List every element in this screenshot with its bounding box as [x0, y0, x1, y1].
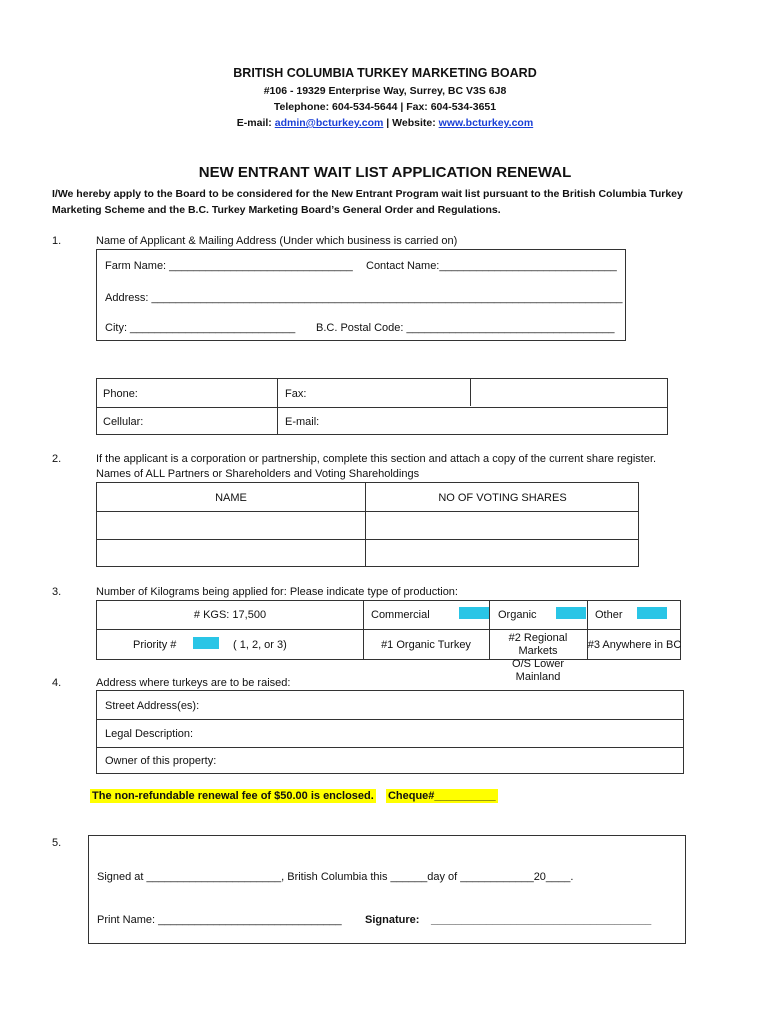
section-4-heading: Address where turkeys are to be raised:	[96, 677, 291, 689]
section-5-number: 5.	[52, 837, 62, 849]
fee-text: The non-refundable renewal fee of $50.00 is enclosed.	[92, 790, 374, 802]
cellular-field[interactable]: Cellular:	[103, 416, 144, 428]
cheque-field[interactable]: Cheque#__________	[387, 790, 496, 802]
contact-table	[96, 378, 668, 435]
org-name: BRITISH COLUMBIA TURKEY MARKETING BOARD	[233, 66, 537, 80]
priority-option-3: #3 Anywhere in BC	[587, 639, 682, 651]
section-2-number: 2.	[52, 453, 62, 465]
commercial-option[interactable]	[371, 609, 430, 621]
fee-notice	[90, 790, 498, 802]
contact-name-field[interactable]: Contact Name:_____________________________	[366, 260, 617, 272]
intro-text: I/We hereby apply to the Board to be considered for the New Entrant Program wait list pursuant to the British Columbia Turkey Marketing Scheme and the B.C. Turkey Marketing Board’s General Order and Regulations.	[52, 188, 683, 216]
farm-name-field[interactable]: Farm Name: ______________________________	[105, 260, 353, 272]
email-link[interactable]: admin@bcturkey.com	[274, 117, 384, 129]
phone-field[interactable]: Phone:	[103, 388, 138, 400]
org-phone: Telephone: 604-534-5644 | Fax: 604-534-3651	[273, 101, 497, 113]
priority-option-1: #1 Organic Turkey	[381, 639, 471, 651]
email-field[interactable]: E-mail:	[285, 416, 320, 428]
signature-field[interactable]: ____________________________________	[431, 914, 652, 926]
section-3-number: 3.	[52, 586, 62, 598]
print-name-field[interactable]: Print Name: ______________________________	[97, 914, 342, 926]
website-label: | Website:	[383, 117, 439, 129]
postal-code-field[interactable]: B.C. Postal Code: __________________________________	[316, 322, 615, 334]
org-address: #106 - 19329 Enterprise Way, Surrey, BC V3S 6J8	[263, 85, 507, 97]
signed-at-line[interactable]: Signed at ______________________, British Columbia this ______day of ____________20____.	[97, 871, 574, 883]
section-1-heading: Name of Applicant & Mailing Address (Under which business is carried on)	[96, 235, 458, 247]
org-contact-line	[0, 117, 770, 129]
form-title: NEW ENTRANT WAIT LIST APPLICATION RENEWAL	[198, 164, 572, 181]
priority-option-2	[489, 632, 587, 684]
section-1-number: 1.	[52, 235, 62, 247]
organic-checkbox[interactable]	[556, 607, 586, 619]
commercial-checkbox[interactable]	[459, 607, 489, 619]
priority-option-2-line2: O/S Lower Mainland	[512, 658, 564, 683]
priority-label: Priority #	[133, 639, 177, 651]
priority-option-2-line1: #2 Regional Markets	[508, 632, 568, 657]
website-link[interactable]: www.bcturkey.com	[438, 117, 534, 129]
kgs-value: # KGS: 17,500	[193, 609, 267, 621]
signature-box	[88, 835, 686, 944]
priority-range: ( 1, 2, or 3)	[233, 639, 287, 651]
section-2-text: If the applicant is a corporation or partnership, complete this section and attach a copy of the current share register.	[96, 453, 657, 465]
other-label: Other	[595, 609, 623, 621]
section-3-heading: Number of Kilograms being applied for: Please indicate type of production:	[96, 586, 458, 598]
city-field[interactable]: City: ___________________________	[105, 322, 296, 334]
applicant-address-box	[96, 249, 626, 341]
section-2-subtext: Names of ALL Partners or Shareholders and Voting Shareholdings	[96, 468, 420, 480]
address-field[interactable]: Address: _____________________________________________________________________________	[105, 292, 623, 304]
other-checkbox[interactable]	[637, 607, 667, 619]
priority-input[interactable]	[193, 637, 219, 649]
commercial-label: Commercial	[371, 609, 430, 621]
signature-label: Signature:	[365, 914, 420, 926]
property-owner-field[interactable]: Owner of this property:	[105, 755, 217, 767]
section-4-number: 4.	[52, 677, 62, 689]
email-label: E-mail:	[236, 117, 275, 129]
shareholder-table	[96, 482, 639, 567]
property-table	[96, 690, 684, 774]
column-header-voting-shares: NO OF VOTING SHARES	[438, 492, 567, 504]
column-header-name: NAME	[215, 492, 247, 504]
street-address-field[interactable]: Street Address(es):	[105, 700, 200, 712]
fax-field[interactable]: Fax:	[285, 388, 307, 400]
legal-description-field[interactable]: Legal Description:	[105, 728, 194, 740]
organic-label: Organic	[498, 609, 537, 621]
